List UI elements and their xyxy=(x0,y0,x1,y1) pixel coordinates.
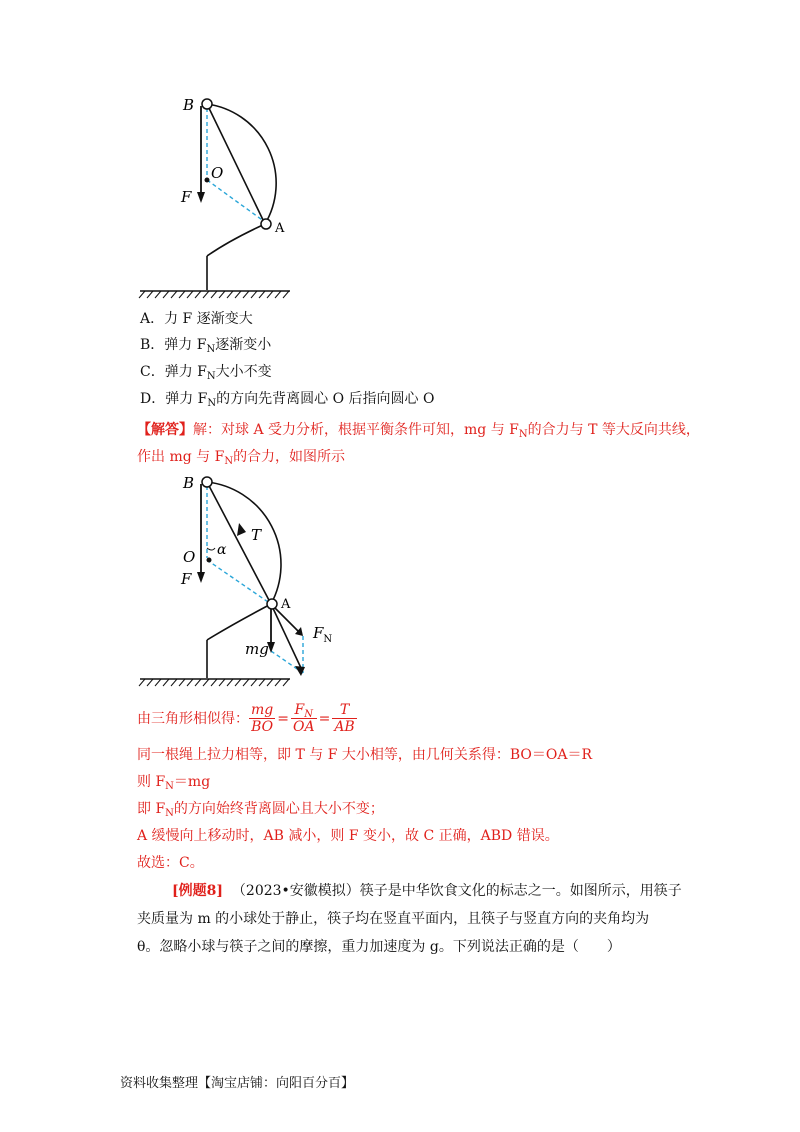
label-A: A xyxy=(275,221,285,236)
label-FN: $F_N$ xyxy=(313,624,333,645)
dashed-OA xyxy=(207,180,265,222)
fraction-T-AB: $\frac{T}{AB}$ xyxy=(334,702,355,735)
footer-text: 资料收集整理【淘宝店铺：向阳百分百】 xyxy=(120,1076,355,1091)
fraction-mg-BO: $\frac{mg}{BO}$ xyxy=(251,702,274,735)
option-A: A．力 F 逐渐变大 xyxy=(140,311,253,327)
figure-1-diagram xyxy=(135,90,305,300)
solution-line-5: 故选：C。 xyxy=(137,855,204,871)
example-8-line-3: θ。忽略小球与筷子之间的摩擦，重力加速度为 g。下列说法正确的是（ ） xyxy=(137,939,621,955)
pulley-B xyxy=(202,477,212,487)
fraction-FN-OA: $\frac{F_N}{OA}$ xyxy=(292,702,315,735)
center-O xyxy=(205,178,210,183)
example-tag: [例题8] xyxy=(172,883,223,899)
example-8-line-1: [例题8] （2023•安徽模拟）筷子是中华饮食文化的标志之一。如图所示，用筷子 xyxy=(172,883,682,899)
option-D: D．弹力 $F_N$的方向先背离圆心 O 后指向圆心 O xyxy=(140,391,435,409)
solution-line-1: 同一根绳上拉力相等，即 T 与 F 大小相等，由几何关系得：BO＝OA＝R xyxy=(137,747,593,763)
solution-line-2: 则 $F_N=mg$ xyxy=(137,774,211,792)
solution-line-3: 即 $F_N$的方向始终背离圆心且大小不变； xyxy=(137,801,384,819)
label-F: F xyxy=(181,188,192,206)
option-C: C．弹力 $F_N$大小不变 xyxy=(140,364,272,382)
label-F: F xyxy=(181,570,192,588)
pulley-B xyxy=(202,99,212,109)
ground-hatch xyxy=(139,291,289,298)
answer-line-2: 作出 mg 与 $F_N$的合力，如图所示 xyxy=(137,449,346,467)
lower-arc xyxy=(207,224,265,256)
ground-hatch xyxy=(139,679,289,686)
resultant-arrow xyxy=(271,604,301,668)
similar-triangles-line: 由三角形相似得： $\frac{mg}{BO}$ = $\frac{F_N}{OA}$ = $\frac{T}{AB}$ xyxy=(137,702,355,735)
label-O: O xyxy=(183,548,196,566)
solution-line-4: A 缓慢向上移动时，AB 减小，则 F 变小，故 C 正确，ABD 错误。 xyxy=(137,828,559,844)
T-arrowhead xyxy=(237,523,246,536)
label-O: O xyxy=(211,164,224,182)
label-mg: mg xyxy=(245,640,269,658)
dashed-OA xyxy=(207,560,271,604)
example-8-line-2: 夹质量为 m 的小球处于静止，筷子均在竖直平面内，且筷子与竖直方向的夹角均为 xyxy=(137,911,650,927)
figure-2-diagram xyxy=(135,468,335,693)
answer-line-1: 【解答】解：对球 A 受力分析，根据平衡条件可知，mg 与 $F_N$的合力与 T 等大反向共线， xyxy=(137,422,700,440)
center-O xyxy=(207,558,212,563)
label-T: T xyxy=(251,526,262,544)
lower-arc xyxy=(207,604,271,640)
ball-A xyxy=(267,599,277,609)
label-alpha: α xyxy=(217,542,227,558)
answer-tag: 【解答】 xyxy=(137,422,193,438)
ball-A xyxy=(261,219,271,229)
label-B: B xyxy=(183,96,195,114)
label-B: B xyxy=(183,474,195,492)
option-B: B．弹力 $F_N$逐渐变小 xyxy=(140,337,272,355)
label-A: A xyxy=(281,597,291,612)
angle-alpha-arc xyxy=(207,548,215,550)
